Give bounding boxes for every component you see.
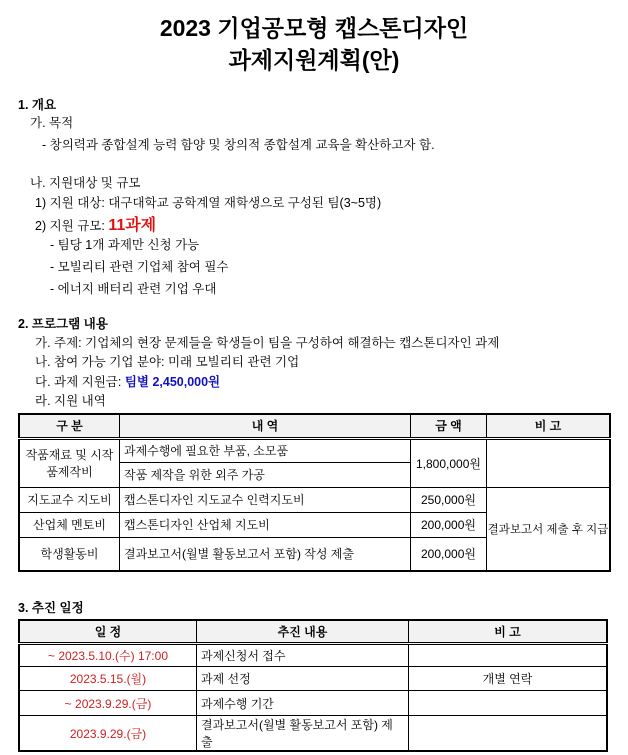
- cell-category: 산업체 멘토비: [19, 512, 120, 537]
- support-table: [18, 413, 611, 572]
- cell-category: 지도교수 지도비: [19, 487, 120, 512]
- cell-note: [409, 644, 608, 667]
- cell-note: 개별 연락: [409, 667, 608, 691]
- schedule-row: [19, 716, 607, 752]
- s2-fund-label: 다. 과제 지원금:: [35, 375, 125, 389]
- section3-heading: 3. 추진 일정: [18, 601, 84, 615]
- cell-date: 2023.5.15.(월): [19, 667, 197, 691]
- cell-amount: 250,000원: [411, 487, 487, 512]
- col-header: 비 고: [409, 620, 608, 644]
- cell-category: 학생활동비: [19, 537, 120, 571]
- s1-scale-label: 2) 지원 규모:: [35, 219, 109, 233]
- cell-desc: 작품 제작을 위한 외주 가공: [120, 462, 411, 487]
- section2-heading: 2. 프로그램 내용: [18, 317, 108, 331]
- schedule-table: [18, 619, 608, 752]
- cell-desc: 과제신청서 접수: [197, 644, 409, 667]
- s2-fund-value: 팀별 2,450,000원: [124, 375, 221, 389]
- cell-note: [409, 691, 608, 716]
- title-line1: 2023 기업공모형 캡스톤디자인: [159, 15, 469, 41]
- cell-category: 작품재료 및 시작품제작비: [19, 438, 120, 487]
- cell-amount: 200,000원: [411, 537, 487, 571]
- cell-note: 결과보고서 제출 후 지급: [487, 487, 611, 571]
- cell-desc: 캡스톤디자인 지도교수 인력지도비: [120, 487, 411, 512]
- cell-date: ~ 2023.9.29.(금): [19, 691, 197, 716]
- col-header: 금 액: [411, 414, 487, 438]
- s1-scale-value: 11과제: [108, 217, 157, 234]
- s2-fund: [35, 372, 220, 390]
- s1-item: - 팀당 1개 과제만 신청 가능: [50, 238, 200, 252]
- schedule-row: [19, 667, 607, 691]
- col-header: 구 분: [19, 414, 120, 438]
- schedule-row: [19, 644, 607, 667]
- s1-purpose: 가. 목적: [30, 116, 74, 130]
- col-header: 추진 내용: [197, 620, 409, 644]
- s2-field: 나. 참여 가능 기업 분야: 미래 모빌리티 관련 기업: [35, 355, 300, 369]
- cell-desc: 과제수행에 필요한 부품, 소모품: [120, 438, 411, 462]
- title-line2: 과제지원계획(안): [228, 47, 400, 73]
- col-header: 일 정: [19, 620, 197, 644]
- cell-desc: 캡스톤디자인 산업체 지도비: [120, 512, 411, 537]
- cell-note: [487, 438, 611, 487]
- cell-desc: 과제수행 기간: [197, 691, 409, 716]
- cell-desc: 과제 선정: [197, 667, 409, 691]
- col-header: 내 역: [120, 414, 411, 438]
- s1-scale: [35, 212, 156, 235]
- col-header: 비 고: [487, 414, 611, 438]
- section1-heading: 1. 개요: [18, 98, 57, 112]
- cell-amount: 1,800,000원: [411, 438, 487, 487]
- s1-target-text: 1) 지원 대상: 대구대학교 공학계열 재학생으로 구성된 팀(3~5명): [35, 196, 382, 210]
- s1-purpose-text: - 창의력과 종합설계 능력 함양 및 창의적 종합설계 교육을 확산하고자 함.: [42, 138, 435, 152]
- cell-date: ~ 2023.5.10.(수) 17:00: [19, 644, 197, 667]
- s1-item: - 에너지 배터리 관련 기업 우대: [50, 282, 217, 296]
- cell-desc: 결과보고서(월별 활동보고서 포함) 제출: [197, 716, 409, 752]
- s1-target: 나. 지원대상 및 규모: [30, 176, 141, 190]
- s2-topic: 가. 주제: 기업체의 현장 문제들을 학생들이 팀을 구성하여 해결하는 캡스톤디자인 과제: [35, 336, 500, 350]
- s2-breakdown: 라. 지원 내역: [35, 394, 106, 408]
- schedule-row: [19, 691, 607, 716]
- cell-note: [409, 716, 608, 752]
- s1-item: - 모빌리티 관련 기업체 참여 필수: [50, 260, 229, 274]
- cell-desc: 결과보고서(월별 활동보고서 포함) 작성 제출: [120, 537, 411, 571]
- cell-date: 2023.9.29.(금): [19, 716, 197, 752]
- cell-amount: 200,000원: [411, 512, 487, 537]
